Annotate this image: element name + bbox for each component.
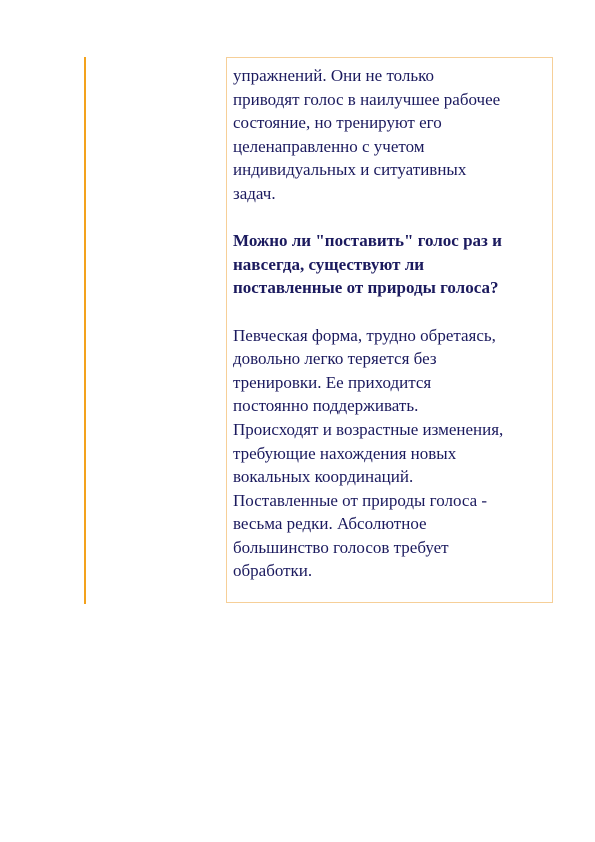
- left-margin-rule: [84, 57, 86, 604]
- intro-paragraph: упражнений. Они не только приводят голос в наилучшее рабочее состояние, но тренируют его целенаправленно с учетом индивидуальных и ситуативных задач.: [233, 66, 501, 203]
- question-heading: Можно ли "поставить" голос раз и навсегда, существуют ли поставленные от природы голоса?: [233, 231, 502, 298]
- text-box: [226, 57, 553, 603]
- answer-paragraph: Певческая форма, трудно обретаясь, довольно легко теряется без тренировки. Ее приходится постоянно поддерживать. Происходят и возрастные изменения, требующие нахождения новых вокальных координаций. Поставленные от природы голоса - весьма редки. Абсолютное большинство голосов требует обработки.: [233, 325, 504, 581]
